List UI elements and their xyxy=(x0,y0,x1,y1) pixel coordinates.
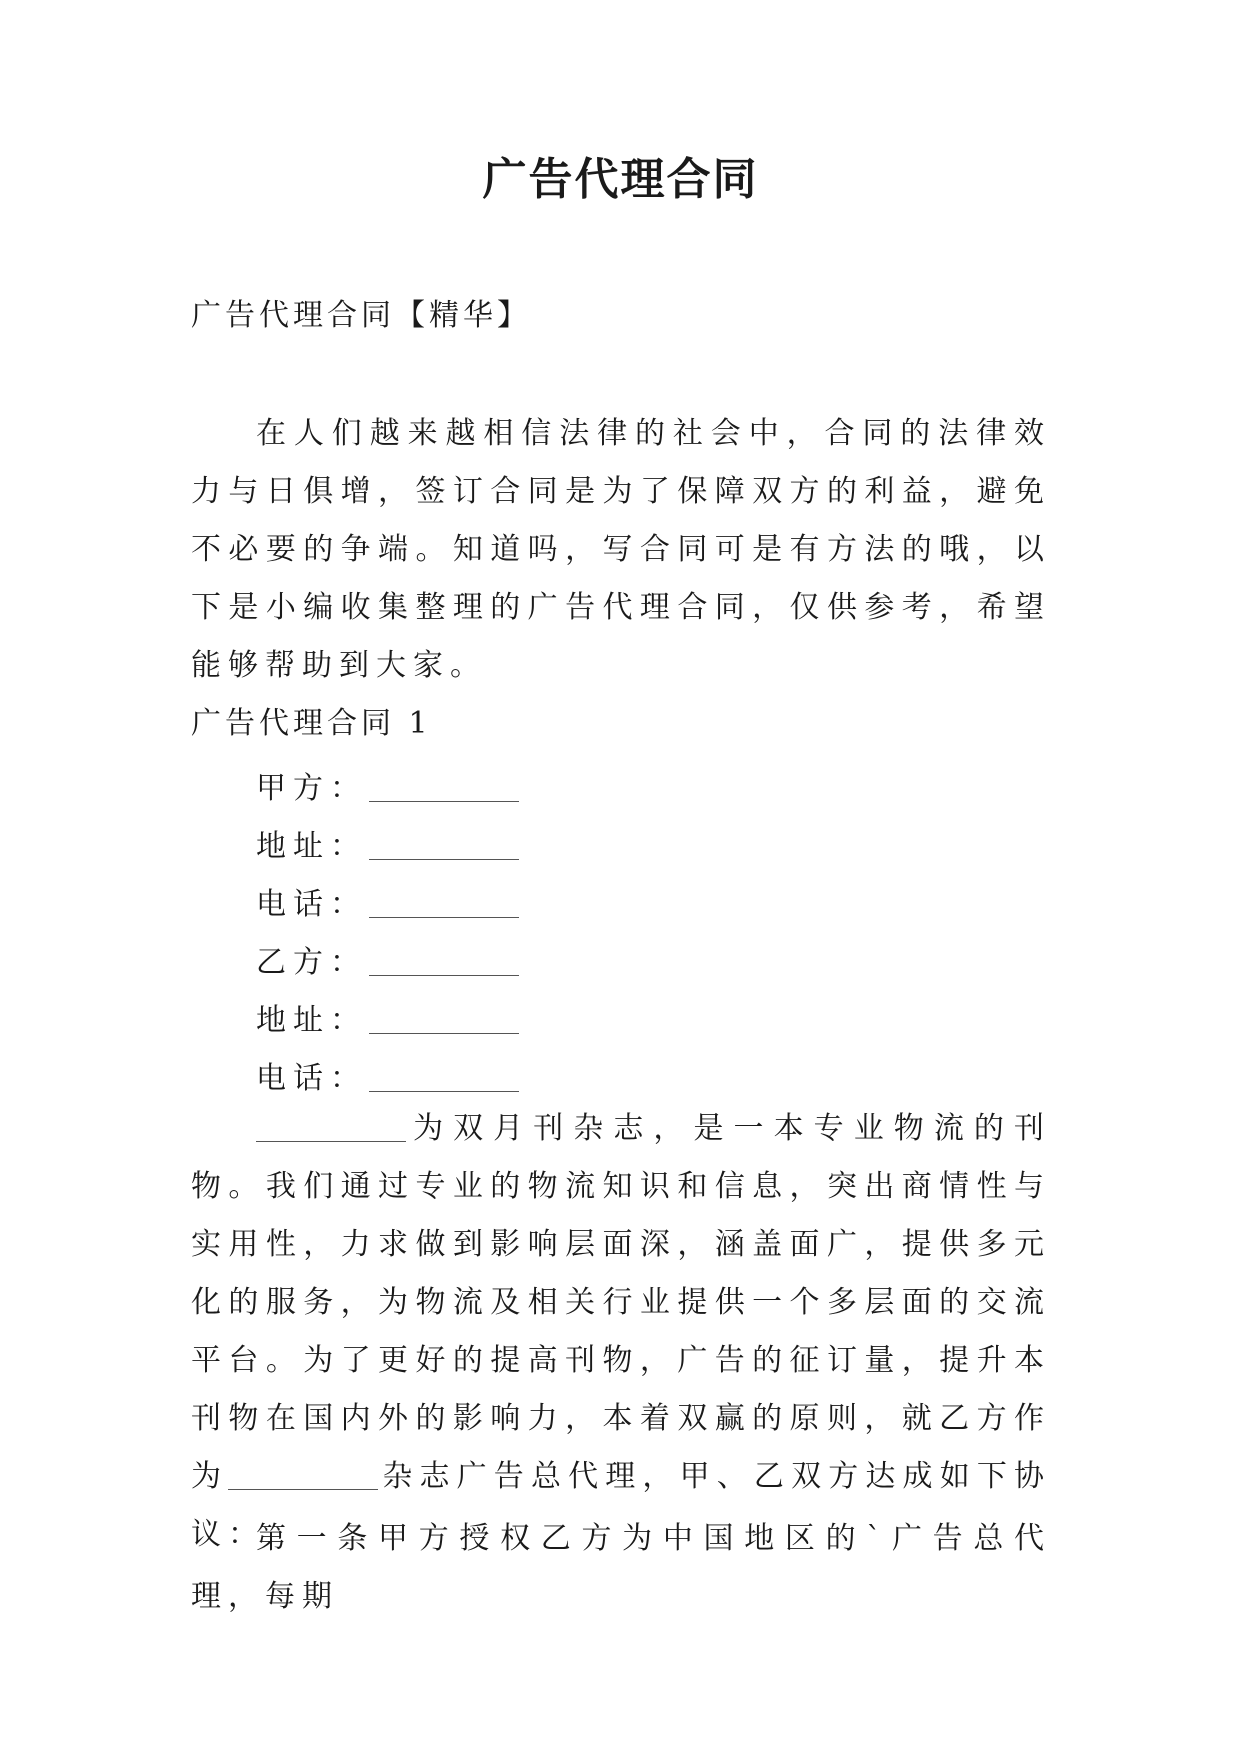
party-b-blank xyxy=(369,945,519,976)
section-heading: 广告代理合同 1 xyxy=(191,706,432,741)
party-a-address-blank xyxy=(369,829,519,860)
party-b-line xyxy=(256,934,519,992)
magazine-paragraph-text-2: 杂志广告总代理，甲、乙双方达成如下协议： xyxy=(191,1459,1052,1552)
intro-paragraph: 在人们越来越相信法律的社会中，合同的法律效力与日俱增，签订合同是为了保障双方的利益，避免不必要的争端。知道吗，写合同可是有方法的哦，以下是小编收集整理的广告代理合同，仅供参考，希望能够帮助到大家。 xyxy=(191,416,1051,683)
party-b-address-line xyxy=(256,992,519,1050)
party-a-line xyxy=(256,760,519,818)
document-subtitle: 广告代理合同【精华】 xyxy=(191,298,531,333)
party-a-blank xyxy=(369,771,519,802)
party-a-address-label: 地址： xyxy=(256,829,367,864)
party-b-phone-blank xyxy=(369,1061,519,1092)
magazine-paragraph-text-1: 为双月刊杂志，是一本专业物流的刊物。我们通过专业的物流知识和信息，突出商情性与实用性，力求做到影响层面深，涵盖面广，提供多元化的服务，为物流及相关行业提供一个多层面的交流平台。为了更好的提高刊物，广告的征订量，提升本刊物在国内外的影响力，本着双赢的原则，就乙方作为 xyxy=(191,1111,1051,1494)
party-a-label: 甲方： xyxy=(256,771,367,806)
document-title: 广告代理合同 xyxy=(482,154,759,205)
party-a-phone-blank xyxy=(369,887,519,918)
party-a-phone-label: 电话： xyxy=(256,887,367,922)
party-b-label: 乙方： xyxy=(256,945,367,980)
party-b-address-blank xyxy=(369,1003,519,1034)
party-a-phone-line xyxy=(256,876,519,934)
magazine-name-blank-2 xyxy=(228,1459,378,1490)
magazine-paragraph xyxy=(191,1100,1051,1564)
party-b-address-label: 地址： xyxy=(256,1003,367,1038)
magazine-name-blank xyxy=(256,1111,406,1142)
party-a-address-line xyxy=(256,818,519,876)
party-b-phone-label: 电话： xyxy=(256,1061,367,1096)
article-1-paragraph: 第一条甲方授权乙方为中国地区的`广告总代理，每期 xyxy=(191,1521,1051,1614)
party-info-list xyxy=(256,760,519,1108)
